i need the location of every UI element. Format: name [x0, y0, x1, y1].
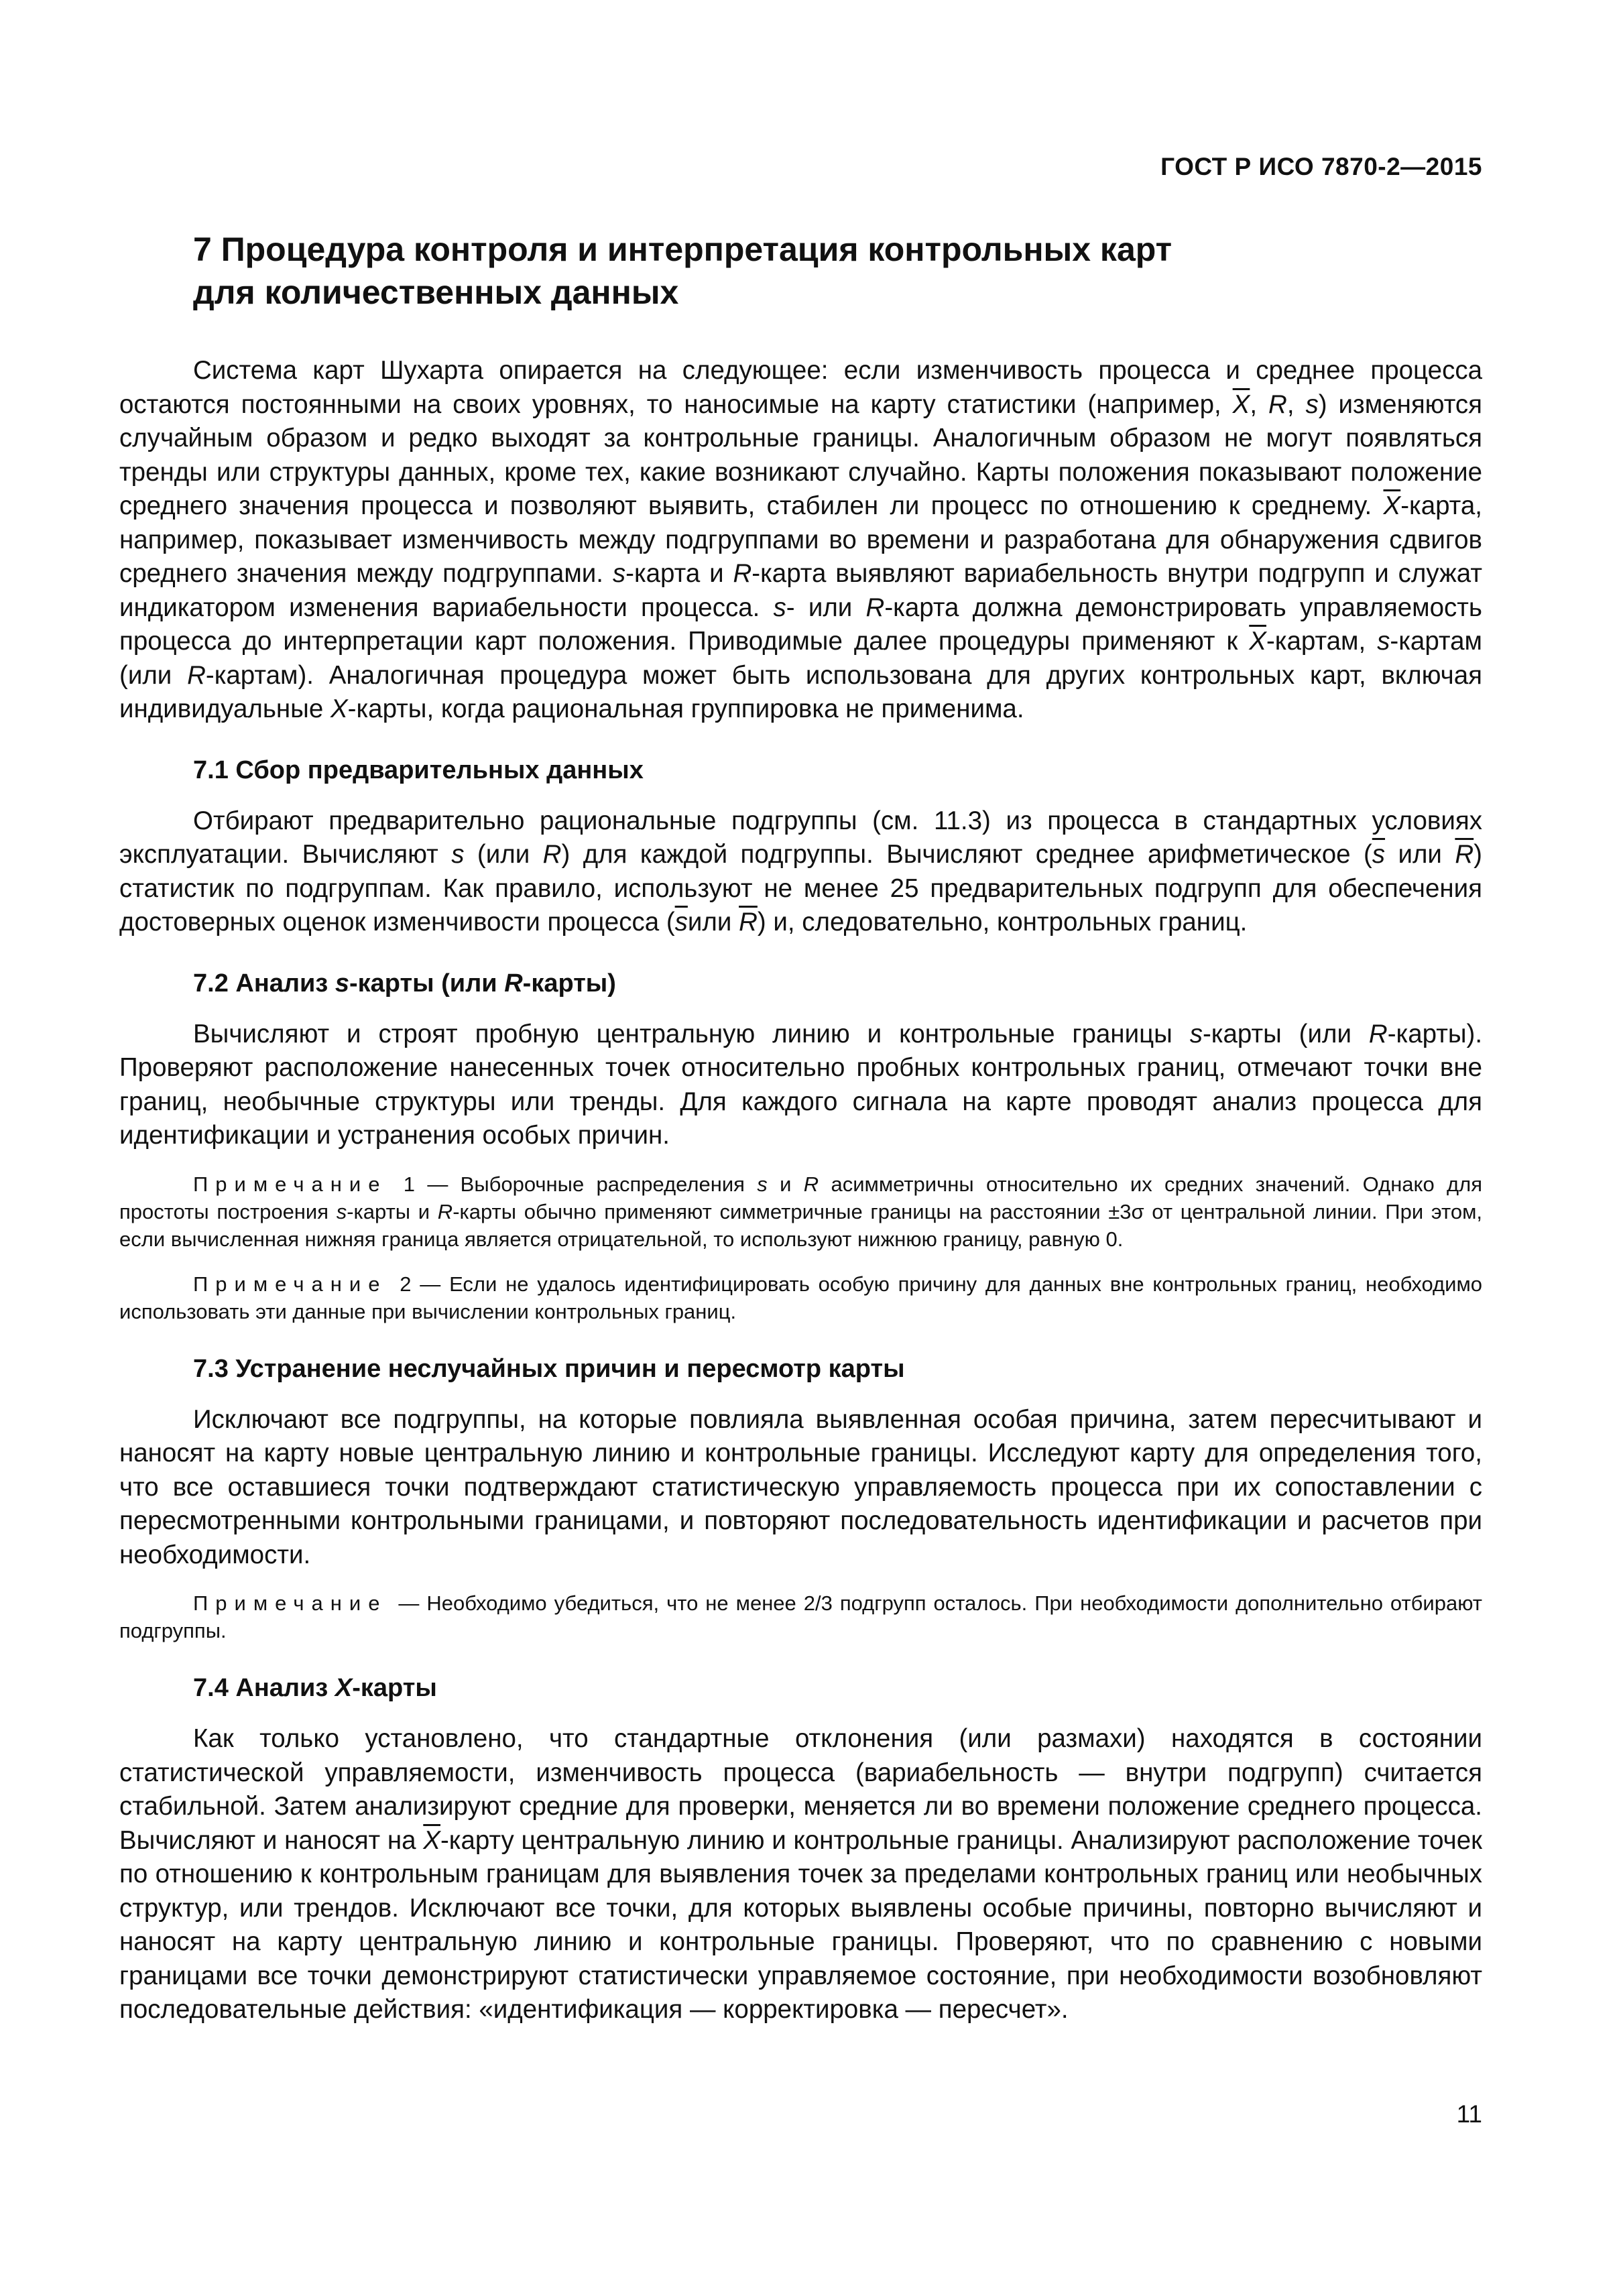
note-7-3: Примечание — Необходимо убедиться, что не менее 2/3 подгрупп осталось. При необходимости дополнительно отбирают подгруппы. — [119, 1591, 1482, 1642]
paragraph-7-1: Отбирают предварительно рациональные подгруппы (см. 11.3) из процесса в стандартных условиях эксплуатации. Вычисляют s (или R) для каждой подгруппы. Вычисляют среднее арифметическое ($\overline{s}$ или $\overline{R}$) статистик по подгруппам. Как правило, используют не менее 25 предварительных подгрупп для обеспечения достоверных оценок изменчивости процесса ($\overline{s}или$ $\overline{R}$) и, следовательно, контрольных границ. — [119, 806, 1482, 936]
note-label: Примечание — [193, 1172, 387, 1196]
subsection-heading-7-4: 7.4 Анализ X-карты — [193, 1674, 437, 1702]
page-number: 11 — [1456, 2100, 1482, 2128]
section-title-line1: 7 Процедура контроля и интерпретация контрольных карт — [193, 231, 1173, 268]
standard-code: ГОСТ Р ИСО 7870-2—2015 — [1160, 153, 1482, 180]
subsection-heading-7-3: 7.3 Устранение неслучайных причин и пересмотр карты — [193, 1354, 905, 1383]
paragraph-7-2: Вычисляют и строят пробную центральную линию и контрольные границы s-карты (или R-карты). Проверяют расположение нанесенных точек относительно пробных контрольных границ, отмечают точки вне границ, необычные структуры или тренды. Для каждого сигнала на карте проводят анализ процесса для идентификации и устранения особых причин. — [119, 1019, 1483, 1150]
paragraph-7-3: Исключают все подгруппы, на которые повлияла выявленная особая причина, затем пересчитывают и наносят на карту новые центральную линию и контрольные границы. Исследуют карту для определения того, что все оставшиеся точки подтверждают статистическую управляемость процесса при их сопоставлении с пересмотренными контрольными границами, и повторяют последовательность идентификации и расчетов при необходимости. — [119, 1404, 1482, 1569]
section-title-line2: для количественных данных — [193, 274, 679, 311]
page-content — [119, 228, 1482, 2039]
note-2-7-2: Примечание 2 — Если не удалось идентифицировать особую причину для данных вне контрольных границ, необходимо использовать эти данные при вычислении контрольных границ. — [119, 1272, 1482, 1323]
note-label: Примечание — [193, 1272, 387, 1296]
section-title — [193, 228, 1482, 314]
intro-paragraph: Система карт Шухарта опирается на следующее: если изменчивость процесса и среднее процесса остаются постоянными на своих уровнях, то наносимые на карту статистики (например, $\overline{X}$, R, s) изменяются случайным образом и редко выходят за контрольные границы. Аналогичным образом не могут появляться тренды или структуры данных, кроме тех, какие возникают случайно. Карты положения показывают положение среднего значения процесса и позволяют выявить, стабилен ли процесс по отношению к среднему. $\overline{X}$-карта, например, показывает изменчивость между подгруппами во времени и разработана для обнаружения сдвигов среднего значения между подгруппами. s-карта и R-карта выявляют вариабельность внутри подгрупп и служат индикатором изменения вариабельности процесса. s- или R-карта должна демонстрировать управляемость процесса до интерпретации карт положения. Приводимые далее процедуры применяют к $\overline{X}$-картам, s-картам (или R-картам). Аналогичная процедура может быть использована для других контрольных карт, включая индивидуальные X-карты, когда рациональная группировка не применима. — [119, 356, 1483, 723]
note-1-7-2: Примечание 1 — Выборочные распределения s и R асимметричны относительно их средних значений. Однако для простоты построения s-карты и R-карты обычно применяют симметричные границы на расстоянии ±3σ от центральной линии. При этом, если вычисленная нижняя граница является отрицательной, то используют нижнюю границу, равную 0. — [119, 1172, 1482, 1251]
note-label: Примечание — [193, 1591, 387, 1615]
subsection-heading-7-2: 7.2 Анализ s-карты (или R-карты) — [193, 969, 616, 998]
paragraph-7-4: Как только установлено, что стандартные отклонения (или размахи) находятся в состоянии статистической управляемости, изменчивость процесса (вариабельность — внутри подгрупп) считается стабильной. Затем анализируют средние для проверки, меняется ли во времени положение среднего процесса. Вычисляют и наносят на $\overline{X}$-карту центральную линию и контрольные границы. Анализируют расположение точек по отношению к контрольным границам для выявления точек за пределами контрольных границ или необычных структур, или трендов. Исключают все точки, для которых выявлены особые причины, повторно вычисляют и наносят на карту центральную линию и контрольные границы. Проверяют, что по сравнению с новыми границами все точки демонстрируют статистически управляемое состояние, при необходимости возобновляют последовательные действия: «идентификация — корректировка — пересчет». — [119, 1724, 1482, 2024]
subsection-heading-7-1: 7.1 Сбор предварительных данных — [193, 756, 644, 784]
